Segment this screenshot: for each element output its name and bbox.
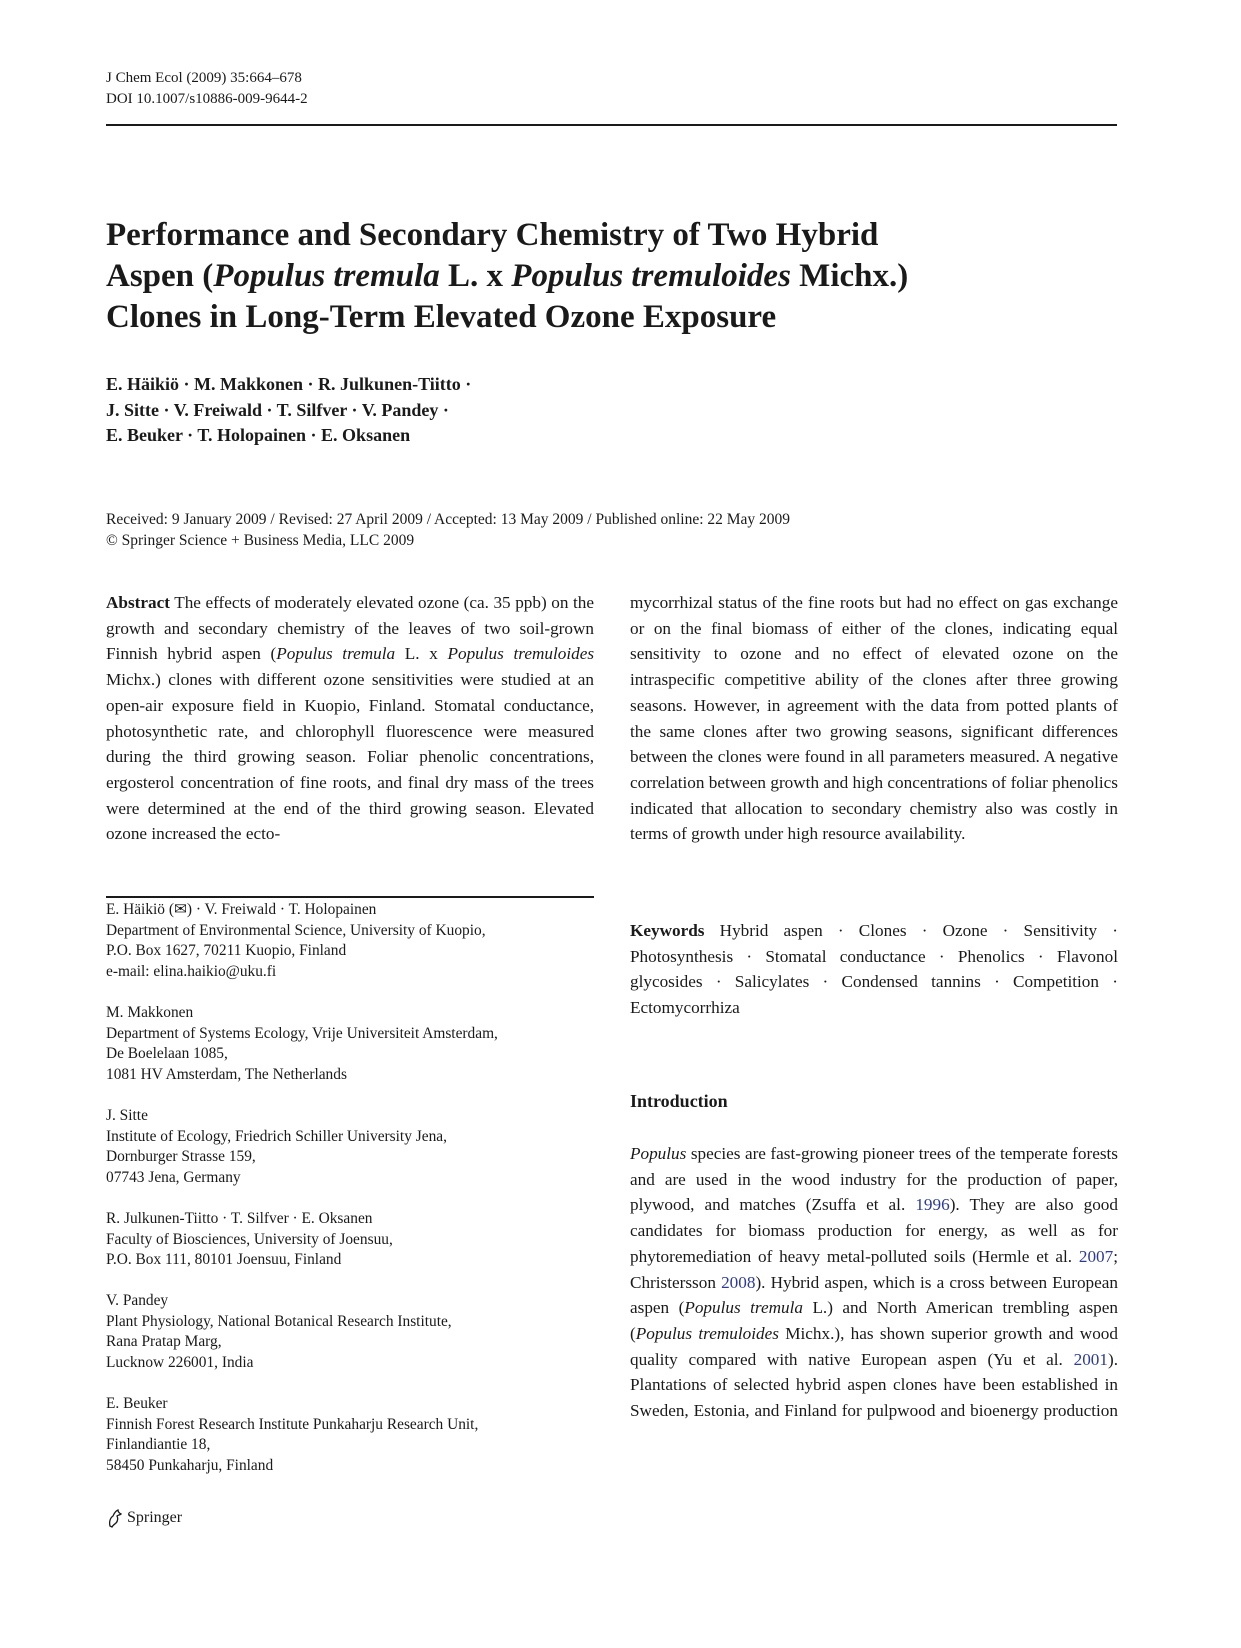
publication-history: Received: 9 January 2009 / Revised: 27 April 2009 / Accepted: 13 May 2009 / Published online: 22 May 2009 © Springer Science + Business Media, LLC 2009 (106, 510, 790, 551)
introduction-heading: Introduction (630, 1091, 728, 1111)
publisher-footer (106, 1508, 182, 1528)
abstract: Abstract The effects of moderately elevated ozone (ca. 35 ppb) on the growth and secondary chemistry of the leaves of two soil-grown Finnish hybrid aspen (Populus tremula L. x Populus tremuloides Michx.) clones with different ozone sensitivities were studied at an open-air exposure field in Kuopio, Finland. Stomatal conductance, photosynthetic rate, and chlorophyll fluorescence were measured during the third growing season. Foliar phenolic concentrations, ergosterol concentration of fine roots, and final dry mass of the trees were determined at the end of the third growing season. Elevated ozone increased the ecto- (106, 593, 595, 844)
email-link[interactable]: e-mail: elina.haikio@uku.fi (106, 962, 277, 980)
citation-link[interactable]: 2008 (721, 1272, 756, 1292)
affiliation-block: M. Makkonen Department of Systems Ecology, Vrije Universiteit Amsterdam, De Boelelaan 1085, 1081 HV Amsterdam, The Netherlands (106, 1004, 498, 1083)
paper-title: Performance and Secondary Chemistry of Two Hybrid Aspen (Populus tremula L. x Populus tremuloides Michx.) Clones in Long-Term Elevated Ozone Exposure (106, 217, 909, 335)
affiliation-block: E. Häikiö (✉) · V. Freiwald · T. Holopainen Department of Environmental Science, University of Kuopio, P.O. Box 1627, 70211 Kuopio, Finland e-mail: elina.haikio@uku.fi (106, 900, 594, 982)
citation-link[interactable]: 2001 (1073, 1349, 1108, 1369)
journal-citation: J Chem Ecol (2009) 35:664–678 (106, 70, 302, 86)
keywords: Keywords Hybrid aspen · Clones · Ozone · Sensitivity · Photosynthesis · Stomatal conductance · Phenolics · Flavonol glycosides · Salicylates · Condensed tannins · Competition · Ectomycorrhiza (630, 921, 1118, 1018)
affiliation-block: V. Pandey Plant Physiology, National Botanical Research Institute, Rana Pratap Marg, Lucknow 226001, India (106, 1292, 452, 1371)
affiliation-block: J. Sitte Institute of Ecology, Friedrich Schiller University Jena, Dornburger Strasse 159, 07743 Jena, Germany (106, 1107, 447, 1186)
abstract-continued: mycorrhizal status of the fine roots but had no effect on gas exchange or on the final biomass of either of the clones, indicating equal sensitivity to ozone and no effect of elevated ozone on the intraspecific competitive ability of the clones after three growing seasons. However, in agreement with the data from potted plants of the same clones after two growing seasons, significant differences between the clones were found in all parameters measured. A negative correlation between growth and high concentrations of foliar phenolics indicated that allocation to secondary chemistry also was costly in terms of growth under high resource availability. (630, 593, 1118, 844)
affiliation-block: R. Julkunen-Tiitto · T. Silfver · E. Oksanen Faculty of Biosciences, University of Joensuu, P.O. Box 111, 80101 Joensuu, Finland (106, 1210, 393, 1269)
affiliation-block: E. Beuker Finnish Forest Research Institute Punkaharju Research Unit, Finlandiantie 18, 58450 Punkaharju, Finland (106, 1395, 479, 1474)
abstract-label: Abstract (106, 593, 170, 612)
header-rule (106, 124, 1117, 126)
publisher-name: Springer (127, 1509, 183, 1526)
affiliation-rule (106, 896, 594, 898)
citation-link[interactable]: 2007 (1078, 1246, 1114, 1266)
doi: DOI 10.1007/s10886-009-9644-2 (106, 91, 308, 107)
springer-horse-icon (106, 1508, 124, 1528)
author-list: E. Häikiö · M. Makkonen · R. Julkunen-Tiitto · J. Sitte · V. Freiwald · T. Silfver · V. Pandey · E. Beuker · T. Holopainen · E. Oksanen (106, 374, 472, 445)
citation-link[interactable]: 1996 (915, 1195, 950, 1215)
copyright: © Springer Science + Business Media, LLC 2009 (106, 531, 415, 549)
introduction-body: Populus species are fast-growing pioneer trees of the temperate forests and are used in the wood industry for the production of paper, plywood, and matches (Zsuffa et al. 1996). They are also good candidates for biomass production for energy, as well as for phytoremediation of heavy metal-polluted soils (Hermle et al. 2007; Christersson 2008). Hybrid aspen, which is a cross between European aspen (Populus tremula L.) and North American trembling aspen (Populus tremuloides Michx.), has shown superior growth and wood quality compared with native European aspen (Yu et al. 2001). Plantations of selected hybrid aspen clones have been established in Sweden, Estonia, and Finland for pulpwood and bioenergy production (630, 1144, 1119, 1421)
keywords-label: Keywords (630, 921, 705, 940)
